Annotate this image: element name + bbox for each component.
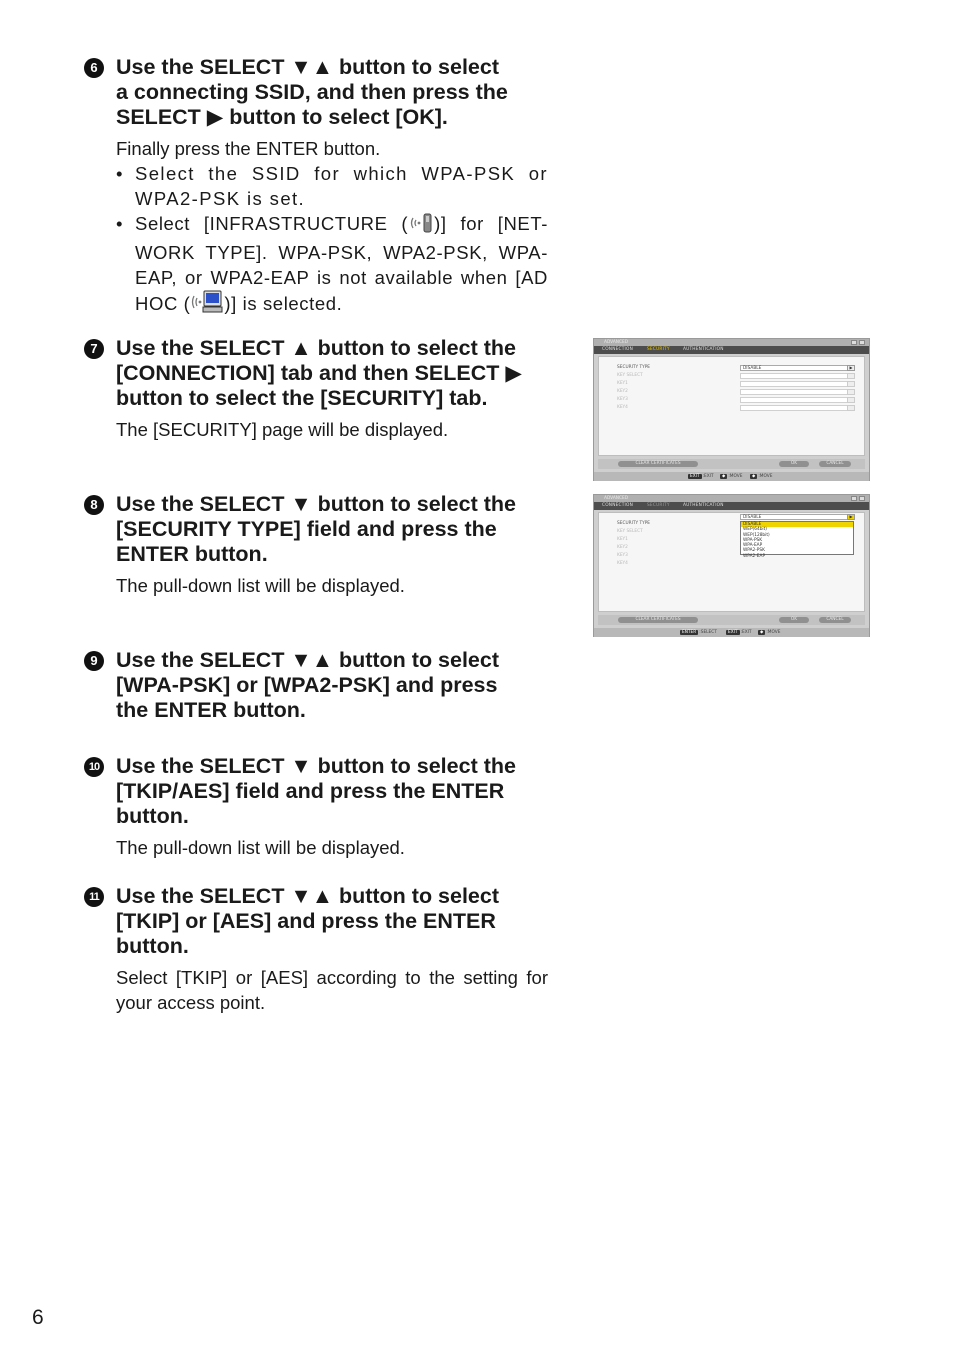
- chevron-right-icon[interactable]: ▶: [847, 365, 855, 371]
- key1-field[interactable]: [740, 381, 854, 387]
- key2-field[interactable]: [740, 389, 854, 395]
- security-type-field[interactable]: DISABLE: [740, 365, 854, 371]
- step-9-heading: Use the SELECT ▼▲ button to select [WPA-PSK] or [WPA2-PSK] and press the ENTER button.: [116, 648, 500, 722]
- window-button-icon: [851, 340, 857, 345]
- dropdown-option[interactable]: WEP(64bit): [743, 527, 767, 533]
- dropdown-option[interactable]: DISABLE: [741, 522, 853, 527]
- step-11-body: Select [TKIP] or [AES] according to the setting for your access point.: [116, 967, 548, 1013]
- settings-panel: [598, 356, 865, 456]
- tab-security[interactable]: SECURITY: [647, 347, 670, 352]
- step-8: [84, 492, 554, 598]
- clear-certificates-button[interactable]: CLEAR CERTIFICATES: [618, 617, 698, 623]
- dropdown-option[interactable]: WPA2-PSK: [743, 548, 765, 554]
- label-key2: KEY2: [617, 389, 628, 394]
- key3-field[interactable]: [740, 397, 854, 403]
- label-key-select: KEY SELECT: [617, 373, 643, 378]
- dropdown-option[interactable]: WPA2-EAP: [743, 553, 766, 559]
- step-8-heading: Use the SELECT ▼ button to select the [SECURITY TYPE] field and press the ENTER button.: [116, 492, 516, 566]
- ok-button[interactable]: OK: [779, 617, 809, 623]
- step-8-body: The pull-down list will be displayed.: [116, 575, 405, 596]
- step-9: [84, 648, 554, 723]
- tab-authentication[interactable]: AUTHENTICATION: [683, 503, 724, 508]
- step-number-9: 9: [84, 651, 104, 671]
- tab-security[interactable]: SECURITY: [647, 503, 670, 508]
- chevron-right-icon[interactable]: ▶: [847, 514, 855, 520]
- label-key2: KEY2: [617, 545, 628, 550]
- step-number-8: 8: [84, 495, 104, 515]
- pulldown-list-screenshot: ADVANCED CONNECTION SECURITY AUTHENTICATION SECURITY TYPE KEY SELECT KEY1 KEY2 KEY3 KEY4 DISABLE ▶ DISABLE WEP(64bit) WEP(128bit) WPA-PSK WPA-EAP WPA2-PSK WPA2-EAP CLEAR CERTIFICATES OK CANCEL ENTER :SELECT EXIT :EXIT ◆ :MOVE: [593, 494, 870, 637]
- step-6-bullet-1: • Select the SSID for which WPA-PSK or WPA2-PSK is set.: [116, 163, 548, 209]
- step-number-6: 6: [84, 58, 104, 78]
- tab-connection[interactable]: CONNECTION: [602, 503, 634, 508]
- window-button-icon: [851, 496, 857, 501]
- page-number: 6: [32, 1306, 44, 1329]
- clear-certificates-button[interactable]: CLEAR CERTIFICATES: [618, 461, 698, 467]
- label-key-select: KEY SELECT: [617, 529, 643, 534]
- settings-panel: [598, 512, 865, 612]
- edit-icon[interactable]: [847, 389, 855, 395]
- key-guide: ENTER :SELECT EXIT :EXIT ◆ :MOVE: [594, 628, 869, 637]
- step-7-heading: Use the SELECT ▲ button to select the [CONNECTION] tab and then SELECT ▶ button to select the [SECURITY] tab.: [116, 336, 522, 410]
- step-6: [84, 55, 554, 320]
- tab-authentication[interactable]: AUTHENTICATION: [683, 347, 724, 352]
- step-6-body: [116, 136, 548, 320]
- key4-field[interactable]: [740, 405, 854, 411]
- step-number-11: 11: [84, 887, 104, 907]
- dropdown-option[interactable]: WEP(128bit): [743, 532, 770, 538]
- close-icon: [859, 340, 865, 345]
- edit-icon[interactable]: [847, 381, 855, 387]
- step-10-body: The pull-down list will be displayed.: [116, 837, 405, 858]
- cancel-button[interactable]: CANCEL: [819, 617, 851, 623]
- label-key4: KEY4: [617, 405, 628, 410]
- edit-icon[interactable]: [847, 397, 855, 403]
- label-key3: KEY3: [617, 397, 628, 402]
- close-icon: [859, 496, 865, 501]
- dropdown-option[interactable]: WPA-EAP: [743, 543, 763, 549]
- dropdown-option[interactable]: WPA-PSK: [743, 537, 763, 543]
- cancel-button[interactable]: CANCEL: [819, 461, 851, 467]
- label-key1: KEY1: [617, 537, 628, 542]
- step-6-bullet-2: • Select [INFRASTRUCTURE ( )] for [NET-WORK TYPE]. WPA-PSK, WPA2-PSK, WPA-EAP, or WPA2-EAP is not available when [AD HOC ( )] is selected.: [116, 211, 548, 320]
- chevron-right-icon[interactable]: [847, 373, 855, 379]
- tab-bar: [594, 502, 869, 510]
- label-key1: KEY1: [617, 381, 628, 386]
- step-6-text: Finally press the ENTER button.: [116, 138, 381, 159]
- label-key4: KEY4: [617, 561, 628, 566]
- tab-bar: [594, 346, 869, 354]
- step-7: [84, 336, 554, 442]
- step-11-heading: Use the SELECT ▼▲ button to select [TKIP] or [AES] and press the ENTER button.: [116, 884, 500, 958]
- label-security-type: SECURITY TYPE: [617, 365, 651, 370]
- step-number-10: 10: [84, 757, 104, 777]
- label-key3: KEY3: [617, 553, 628, 558]
- step-6-heading: Use the SELECT ▼▲ button to select a connecting SSID, and then press the SELECT ▶ button to select [OK].: [116, 55, 508, 129]
- ok-button[interactable]: OK: [779, 461, 809, 467]
- tab-connection[interactable]: CONNECTION: [602, 347, 634, 352]
- step-number-7: 7: [84, 339, 104, 359]
- key-select-field[interactable]: [740, 373, 854, 379]
- step-7-body: The [SECURITY] page will be displayed.: [116, 419, 449, 440]
- security-type-dropdown[interactable]: [740, 521, 854, 559]
- wireless-access-point-icon: [408, 212, 434, 240]
- wireless-computer-icon: [190, 290, 224, 320]
- step-10: [84, 754, 554, 860]
- step-10-heading: Use the SELECT ▼ button to select the [TKIP/AES] field and press the ENTER button.: [116, 754, 516, 828]
- security-page-screenshot: ADVANCED CONNECTION SECURITY AUTHENTICATION SECURITY TYPE KEY SELECT KEY1 KEY2 KEY3 KEY4 DISABLE ▶ CLEAR CERTIFICATES OK CANCEL EXIT :EXIT ◆ :MOVE ◆ :MOVE: [593, 338, 870, 481]
- step-11: [84, 884, 554, 1015]
- label-security-type: SECURITY TYPE: [617, 521, 651, 526]
- edit-icon[interactable]: [847, 405, 855, 411]
- key-guide: EXIT :EXIT ◆ :MOVE ◆ :MOVE: [594, 472, 869, 481]
- security-type-field[interactable]: DISABLE: [740, 514, 854, 520]
